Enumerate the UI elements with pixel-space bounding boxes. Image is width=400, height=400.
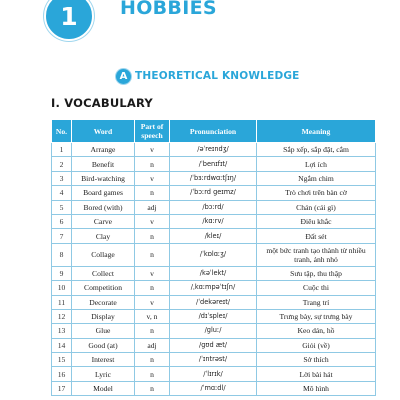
unit-title: HOBBIES: [120, 0, 217, 19]
cell-no: 1: [52, 143, 72, 157]
cell-word: Glue: [72, 324, 135, 338]
cell-meaning: Sưu tập, thu thập: [257, 266, 376, 280]
cell-no: 13: [52, 324, 72, 338]
cell-part-of-speech: v: [135, 171, 170, 185]
table-row: [52, 214, 376, 228]
cell-meaning: Chán (cái gì): [257, 200, 376, 214]
cell-part-of-speech: v, n: [135, 309, 170, 323]
column-header-meaning: Meaning: [257, 120, 376, 143]
cell-meaning: Trang trí: [257, 295, 376, 309]
cell-part-of-speech: n: [135, 281, 170, 295]
cell-no: 17: [52, 381, 72, 395]
cell-word: Arrange: [72, 143, 135, 157]
cell-part-of-speech: n: [135, 243, 170, 266]
cell-word: Model: [72, 381, 135, 395]
cell-pronunciation: /bɔːrd/: [170, 200, 257, 214]
cell-part-of-speech: adj: [135, 338, 170, 352]
cell-pronunciation: /əˈreɪndʒ/: [170, 143, 257, 157]
cell-meaning: Giỏi (về): [257, 338, 376, 352]
cell-word: Competition: [72, 281, 135, 295]
unit-number-badge: 1: [44, 0, 94, 41]
cell-pronunciation: /ˌkɑːmpəˈtɪʃn/: [170, 281, 257, 295]
cell-no: 4: [52, 186, 72, 200]
cell-meaning: Mô hình: [257, 381, 376, 395]
cell-pronunciation: /ˈɪntrəst/: [170, 353, 257, 367]
cell-meaning: Keo dán, hồ: [257, 324, 376, 338]
cell-no: 15: [52, 353, 72, 367]
cell-no: 6: [52, 214, 72, 228]
table-row: [52, 266, 376, 280]
cell-meaning: Đất sét: [257, 229, 376, 243]
cell-pronunciation: /ˈlɪrɪk/: [170, 367, 257, 381]
cell-meaning: Lời bài hát: [257, 367, 376, 381]
table-row: [52, 381, 376, 395]
cell-no: 2: [52, 157, 72, 171]
cell-no: 14: [52, 338, 72, 352]
cell-pronunciation: /ˈbenɪfɪt/: [170, 157, 257, 171]
cell-word: Carve: [72, 214, 135, 228]
table-row: [52, 324, 376, 338]
section-title: THEORETICAL KNOWLEDGE: [135, 70, 300, 82]
cell-meaning: Điêu khắc: [257, 214, 376, 228]
cell-part-of-speech: v: [135, 143, 170, 157]
cell-meaning: Ngắm chim: [257, 171, 376, 185]
cell-pronunciation: /ˈbɜːrdwɑːtʃɪŋ/: [170, 171, 257, 185]
column-header-part-of-speech: Part of speech: [135, 120, 170, 143]
column-header-no: No.: [52, 120, 72, 143]
cell-pronunciation: /ˈmɑːdl/: [170, 381, 257, 395]
cell-part-of-speech: n: [135, 324, 170, 338]
table-row: [52, 367, 376, 381]
table-row: [52, 143, 376, 157]
cell-word: Interest: [72, 353, 135, 367]
table-row: [52, 338, 376, 352]
cell-word: Bird-watching: [72, 171, 135, 185]
table-row: [52, 186, 376, 200]
table-row: [52, 157, 376, 171]
cell-part-of-speech: n: [135, 381, 170, 395]
cell-word: Collage: [72, 243, 135, 266]
cell-no: 9: [52, 266, 72, 280]
cell-part-of-speech: v: [135, 214, 170, 228]
cell-part-of-speech: n: [135, 367, 170, 381]
cell-no: 7: [52, 229, 72, 243]
cell-meaning: Sắp xếp, sắp đặt, cắm: [257, 143, 376, 157]
cell-part-of-speech: v: [135, 295, 170, 309]
cell-pronunciation: /ˈkɒlɑːʒ/: [170, 243, 257, 266]
cell-word: Collect: [72, 266, 135, 280]
table-row: [52, 281, 376, 295]
table-row: [52, 171, 376, 185]
section-heading: [116, 67, 300, 85]
cell-pronunciation: /kleɪ/: [170, 229, 257, 243]
table-row: [52, 243, 376, 266]
cell-part-of-speech: adj: [135, 200, 170, 214]
cell-word: Benefit: [72, 157, 135, 171]
cell-meaning: Trưng bày, sự trưng bày: [257, 309, 376, 323]
cell-part-of-speech: n: [135, 157, 170, 171]
table-row: [52, 309, 376, 323]
cell-meaning: Lợi ích: [257, 157, 376, 171]
cell-pronunciation: /ɡluː/: [170, 324, 257, 338]
cell-no: 11: [52, 295, 72, 309]
cell-pronunciation: /dɪˈspleɪ/: [170, 309, 257, 323]
cell-part-of-speech: v: [135, 266, 170, 280]
vocabulary-heading: I. VOCABULARY: [51, 96, 153, 110]
cell-pronunciation: /ˈdekəreɪt/: [170, 295, 257, 309]
cell-part-of-speech: n: [135, 353, 170, 367]
column-header-pronunciation: Pronunciation: [170, 120, 257, 143]
cell-no: 10: [52, 281, 72, 295]
cell-meaning: Trò chơi trên bàn cờ: [257, 186, 376, 200]
cell-part-of-speech: n: [135, 186, 170, 200]
cell-pronunciation: /ˈbɔːrd ɡeɪmz/: [170, 186, 257, 200]
cell-word: Decorate: [72, 295, 135, 309]
cell-pronunciation: /kəˈlekt/: [170, 266, 257, 280]
vocabulary-table-body: [52, 143, 376, 396]
cell-no: 8: [52, 243, 72, 266]
column-header-word: Word: [72, 120, 135, 143]
table-row: [52, 353, 376, 367]
cell-pronunciation: /kɑːrv/: [170, 214, 257, 228]
table-row: [52, 229, 376, 243]
cell-word: Board games: [72, 186, 135, 200]
cell-word: Bored (with): [72, 200, 135, 214]
cell-meaning: một bức tranh tạo thành từ nhiều tranh, ảnh nhỏ: [257, 243, 376, 266]
cell-no: 16: [52, 367, 72, 381]
cell-no: 12: [52, 309, 72, 323]
cell-no: 3: [52, 171, 72, 185]
section-letter-badge: A: [116, 69, 131, 84]
cell-pronunciation: /ɡʊd æt/: [170, 338, 257, 352]
table-header-row: [52, 120, 376, 143]
cell-part-of-speech: n: [135, 229, 170, 243]
cell-word: Display: [72, 309, 135, 323]
cell-no: 5: [52, 200, 72, 214]
cell-meaning: Cuộc thi: [257, 281, 376, 295]
table-row: [52, 295, 376, 309]
vocabulary-table: [51, 119, 376, 396]
cell-word: Clay: [72, 229, 135, 243]
cell-meaning: Sở thích: [257, 353, 376, 367]
cell-word: Lyric: [72, 367, 135, 381]
table-row: [52, 200, 376, 214]
cell-word: Good (at): [72, 338, 135, 352]
